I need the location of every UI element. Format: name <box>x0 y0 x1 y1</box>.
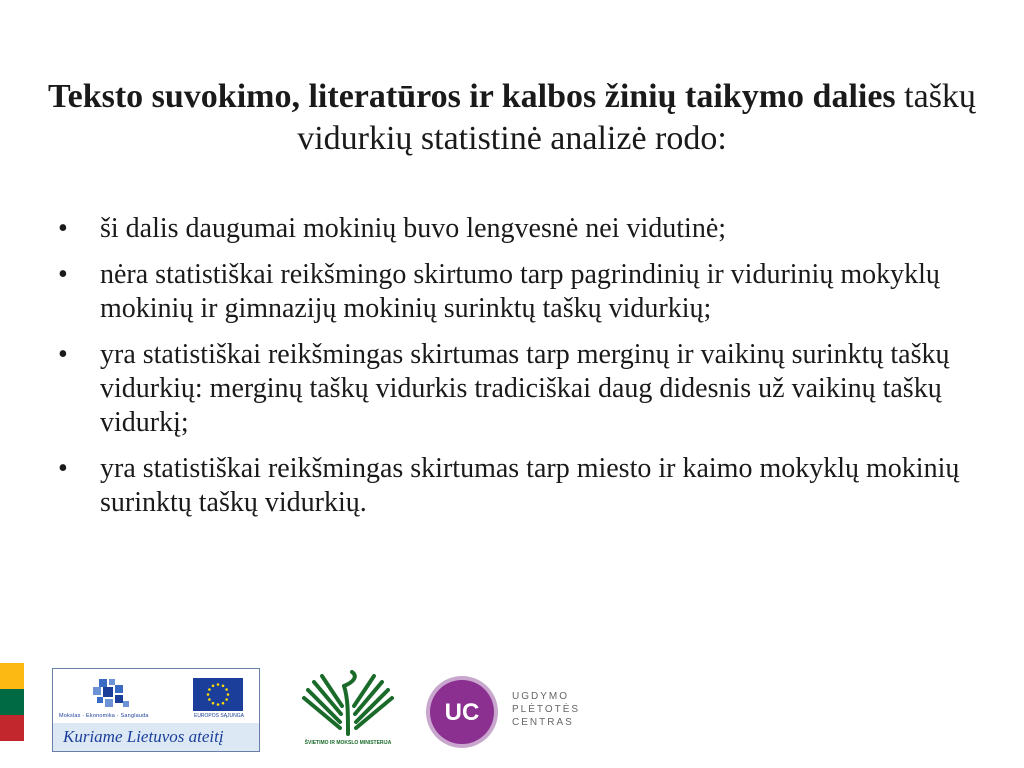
bullet-text: nėra statistiškai reikšmingo skirtumo tarp pagrindinių ir vidurinių mokyklų mokinių ir gimnazijų mokinių surinktų taškų vidurkių; <box>100 259 940 324</box>
bullet-icon: • <box>58 259 68 290</box>
bullet-icon: • <box>58 339 68 370</box>
ministry-logo <box>296 668 400 750</box>
ministry-caption: ŠVIETIMO IR MOKSLO MINISTERIJA <box>304 740 392 746</box>
slide-title-normal: taškų vidurkių statistinė analizė rodo: <box>297 78 976 157</box>
bullet-text: yra statistiškai reikšmingas skirtumas tarp merginų ir vaikinų surinktų taškų vidurkių: merginų taškų vidurkis tradiciškai daug didesnis už vaikinų taškų vidurkį; <box>100 339 950 438</box>
flag-stripe-green <box>0 689 24 715</box>
eu-logo-label: Mokslas · Ekonomika · Sanglauda <box>59 713 149 719</box>
bullet-item <box>58 212 978 246</box>
bullet-item <box>58 338 978 440</box>
ministry-emblem-icon <box>296 668 400 738</box>
bullet-text: yra statistiškai reikšmingas skirtumas tarp miesto ir kaimo mokyklų mokinių surinktų taškų vidurkių. <box>100 453 960 518</box>
bullet-item <box>58 452 978 520</box>
eu-slogan: Kuriame Lietuvos ateitį <box>53 723 259 751</box>
slide-title-bold: Teksto suvokimo, literatūros ir kalbos žinių taikymo dalies <box>48 78 896 115</box>
bullet-item <box>58 258 978 326</box>
upc-emblem-icon <box>424 674 500 750</box>
svg-text:UC: UC <box>444 699 480 726</box>
puzzle-logo-icon <box>89 677 133 711</box>
bullet-text: ši dalis daugumai mokinių buvo lengvesnė nei vidutinė; <box>100 213 727 244</box>
eu-flag-caption: EUROPOS SĄJUNGA <box>193 713 244 719</box>
upc-line: PLĖTOTĖS <box>512 704 581 715</box>
slide-title <box>20 76 1004 160</box>
eu-flag-icon <box>193 678 243 711</box>
flag-stripe-red <box>0 715 24 741</box>
lithuanian-flag-stripes <box>0 663 24 741</box>
upc-logo <box>424 674 624 746</box>
bullet-icon: • <box>58 213 68 244</box>
bullet-list <box>58 212 978 532</box>
eu-funding-logo <box>52 668 260 752</box>
upc-line: CENTRAS <box>512 717 574 728</box>
bullet-icon: • <box>58 453 68 484</box>
flag-stripe-yellow <box>0 663 24 689</box>
upc-text <box>512 690 580 729</box>
upc-line: UGDYMO <box>512 691 569 702</box>
